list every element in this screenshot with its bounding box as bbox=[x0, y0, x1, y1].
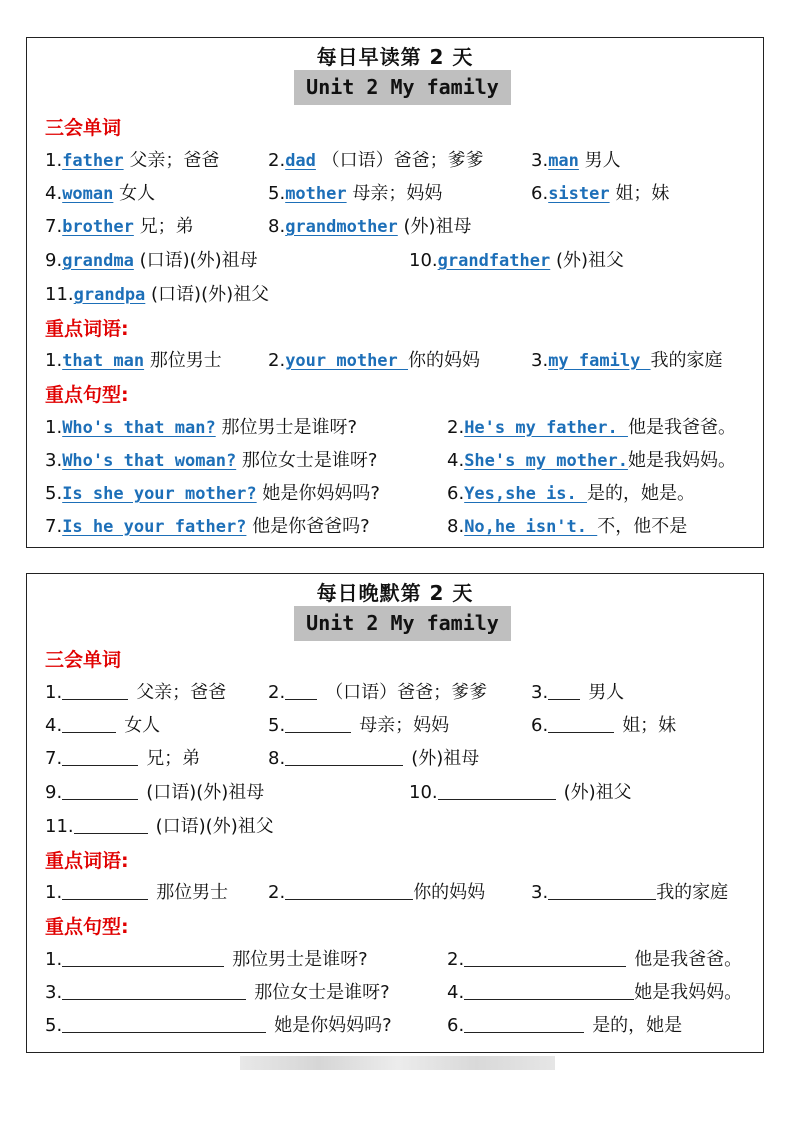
answer-blank[interactable] bbox=[548, 881, 656, 900]
answer-blank[interactable] bbox=[548, 714, 614, 733]
vocab-item: 3.man 男人 bbox=[531, 150, 621, 171]
phrase-item: 1.that man 那位男士 bbox=[45, 350, 222, 371]
sentence-blank-item: 3. 那位女士是谁呀? bbox=[45, 982, 390, 1003]
phrase-heading: 重点词语: bbox=[45, 318, 129, 340]
vocab-blank-item: 9. (口语)(外)祖母 bbox=[45, 782, 265, 803]
vocab-blank-item: 5. 母亲；妈妈 bbox=[268, 715, 450, 736]
vocab-blank-item: 3. 男人 bbox=[531, 682, 625, 703]
phrase-heading: 重点词语: bbox=[45, 850, 129, 872]
sentence-item: 7.Is he your father? 他是你爸爸吗? bbox=[45, 516, 370, 537]
answer-blank[interactable] bbox=[285, 747, 403, 766]
vocab-blank-item: 1. 父亲；爸爸 bbox=[45, 682, 227, 703]
phrase-blank-item: 1. 那位男士 bbox=[45, 882, 229, 903]
answer-blank[interactable] bbox=[464, 1014, 584, 1033]
vocab-blank-item: 11. (口语)(外)祖父 bbox=[45, 816, 274, 837]
vocab-blank-item: 8. (外)祖母 bbox=[268, 748, 480, 769]
answer-blank[interactable] bbox=[285, 681, 317, 700]
vocab-item: 6.sister 姐；妹 bbox=[531, 183, 670, 204]
sentence-blank-item: 1. 那位男士是谁呀? bbox=[45, 949, 368, 970]
unit-banner: Unit 2 My family bbox=[294, 70, 511, 105]
answer-blank[interactable] bbox=[438, 781, 556, 800]
phrase-blank-item: 2. 你的妈妈 bbox=[268, 882, 486, 903]
sentence-item: 3.Who's that woman? 那位女士是谁呀? bbox=[45, 450, 378, 471]
sentence-item: 2.He's my father. 他是我爸爸。 bbox=[447, 417, 736, 438]
answer-blank[interactable] bbox=[62, 781, 138, 800]
answer-blank[interactable] bbox=[62, 714, 116, 733]
card-title: 每日晚默第 2 天 bbox=[316, 581, 474, 605]
sentence-item: 8.No,he isn't. 不，他不是 bbox=[447, 516, 688, 537]
vocab-item: 4.woman 女人 bbox=[45, 183, 156, 204]
sentence-heading: 重点句型: bbox=[45, 384, 129, 406]
sentence-item: 5.Is she your mother? 她是你妈妈吗? bbox=[45, 483, 380, 504]
vocab-heading: 三会单词 bbox=[45, 117, 122, 139]
answer-blank[interactable] bbox=[62, 1014, 266, 1033]
answer-blank[interactable] bbox=[62, 681, 128, 700]
card-title: 每日早读第 2 天 bbox=[316, 45, 474, 69]
vocab-blank-item: 4. 女人 bbox=[45, 715, 161, 736]
answer-blank[interactable] bbox=[285, 714, 351, 733]
answer-blank[interactable] bbox=[464, 948, 626, 967]
sentence-item: 6.Yes,she is. 是的，她是。 bbox=[447, 483, 696, 504]
morning-reading-card bbox=[26, 37, 764, 548]
answer-blank[interactable] bbox=[62, 881, 148, 900]
vocab-item: 11.grandpa (口语)(外)祖父 bbox=[45, 284, 270, 305]
sentence-blank-item: 4. 她是我妈妈。 bbox=[447, 982, 743, 1003]
answer-blank[interactable] bbox=[62, 747, 138, 766]
sentence-blank-item: 6. 是的，她是 bbox=[447, 1015, 683, 1036]
vocab-item: 7.brother 兄；弟 bbox=[45, 216, 194, 237]
vocab-blank-item: 6. 姐；妹 bbox=[531, 715, 677, 736]
answer-blank[interactable] bbox=[285, 881, 413, 900]
phrase-item: 2.your mother 你的妈妈 bbox=[268, 350, 481, 371]
sentence-blank-item: 2. 他是我爸爸。 bbox=[447, 949, 743, 970]
sentence-blank-item: 5. 她是你妈妈吗? bbox=[45, 1015, 392, 1036]
dictation-clip bbox=[0, 573, 793, 1036]
vocab-blank-item: 7. 兄；弟 bbox=[45, 748, 201, 769]
answer-blank[interactable] bbox=[464, 981, 634, 1000]
vocab-item: 9.grandma (口语)(外)祖母 bbox=[45, 250, 258, 271]
answer-blank[interactable] bbox=[62, 981, 246, 1000]
evening-dictation-card bbox=[26, 573, 764, 1053]
vocab-item: 5.mother 母亲；妈妈 bbox=[268, 183, 443, 204]
answer-blank[interactable] bbox=[74, 815, 148, 834]
vocab-blank-item: 2. （口语）爸爸；爹爹 bbox=[268, 682, 488, 703]
phrase-blank-item: 3. 我的家庭 bbox=[531, 882, 729, 903]
vocab-heading: 三会单词 bbox=[45, 649, 122, 671]
vocab-item: 1.father 父亲；爸爸 bbox=[45, 150, 220, 171]
sentence-item: 1.Who's that man? 那位男士是谁呀? bbox=[45, 417, 358, 438]
unit-banner: Unit 2 My family bbox=[294, 606, 511, 641]
vocab-item: 2.dad （口语）爸爸；爹爹 bbox=[268, 150, 484, 171]
vocab-blank-item: 10. (外)祖父 bbox=[409, 782, 632, 803]
answer-blank[interactable] bbox=[62, 948, 224, 967]
sentence-item: 4.She's my mother.她是我妈妈。 bbox=[447, 450, 736, 471]
vocab-item: 10.grandfather (外)祖父 bbox=[409, 250, 625, 271]
sentence-heading: 重点句型: bbox=[45, 916, 129, 938]
phrase-item: 3.my family 我的家庭 bbox=[531, 350, 723, 371]
vocab-item: 8.grandmother (外)祖母 bbox=[268, 216, 472, 237]
answer-blank[interactable] bbox=[548, 681, 580, 700]
blurred-watermark bbox=[240, 1056, 555, 1070]
